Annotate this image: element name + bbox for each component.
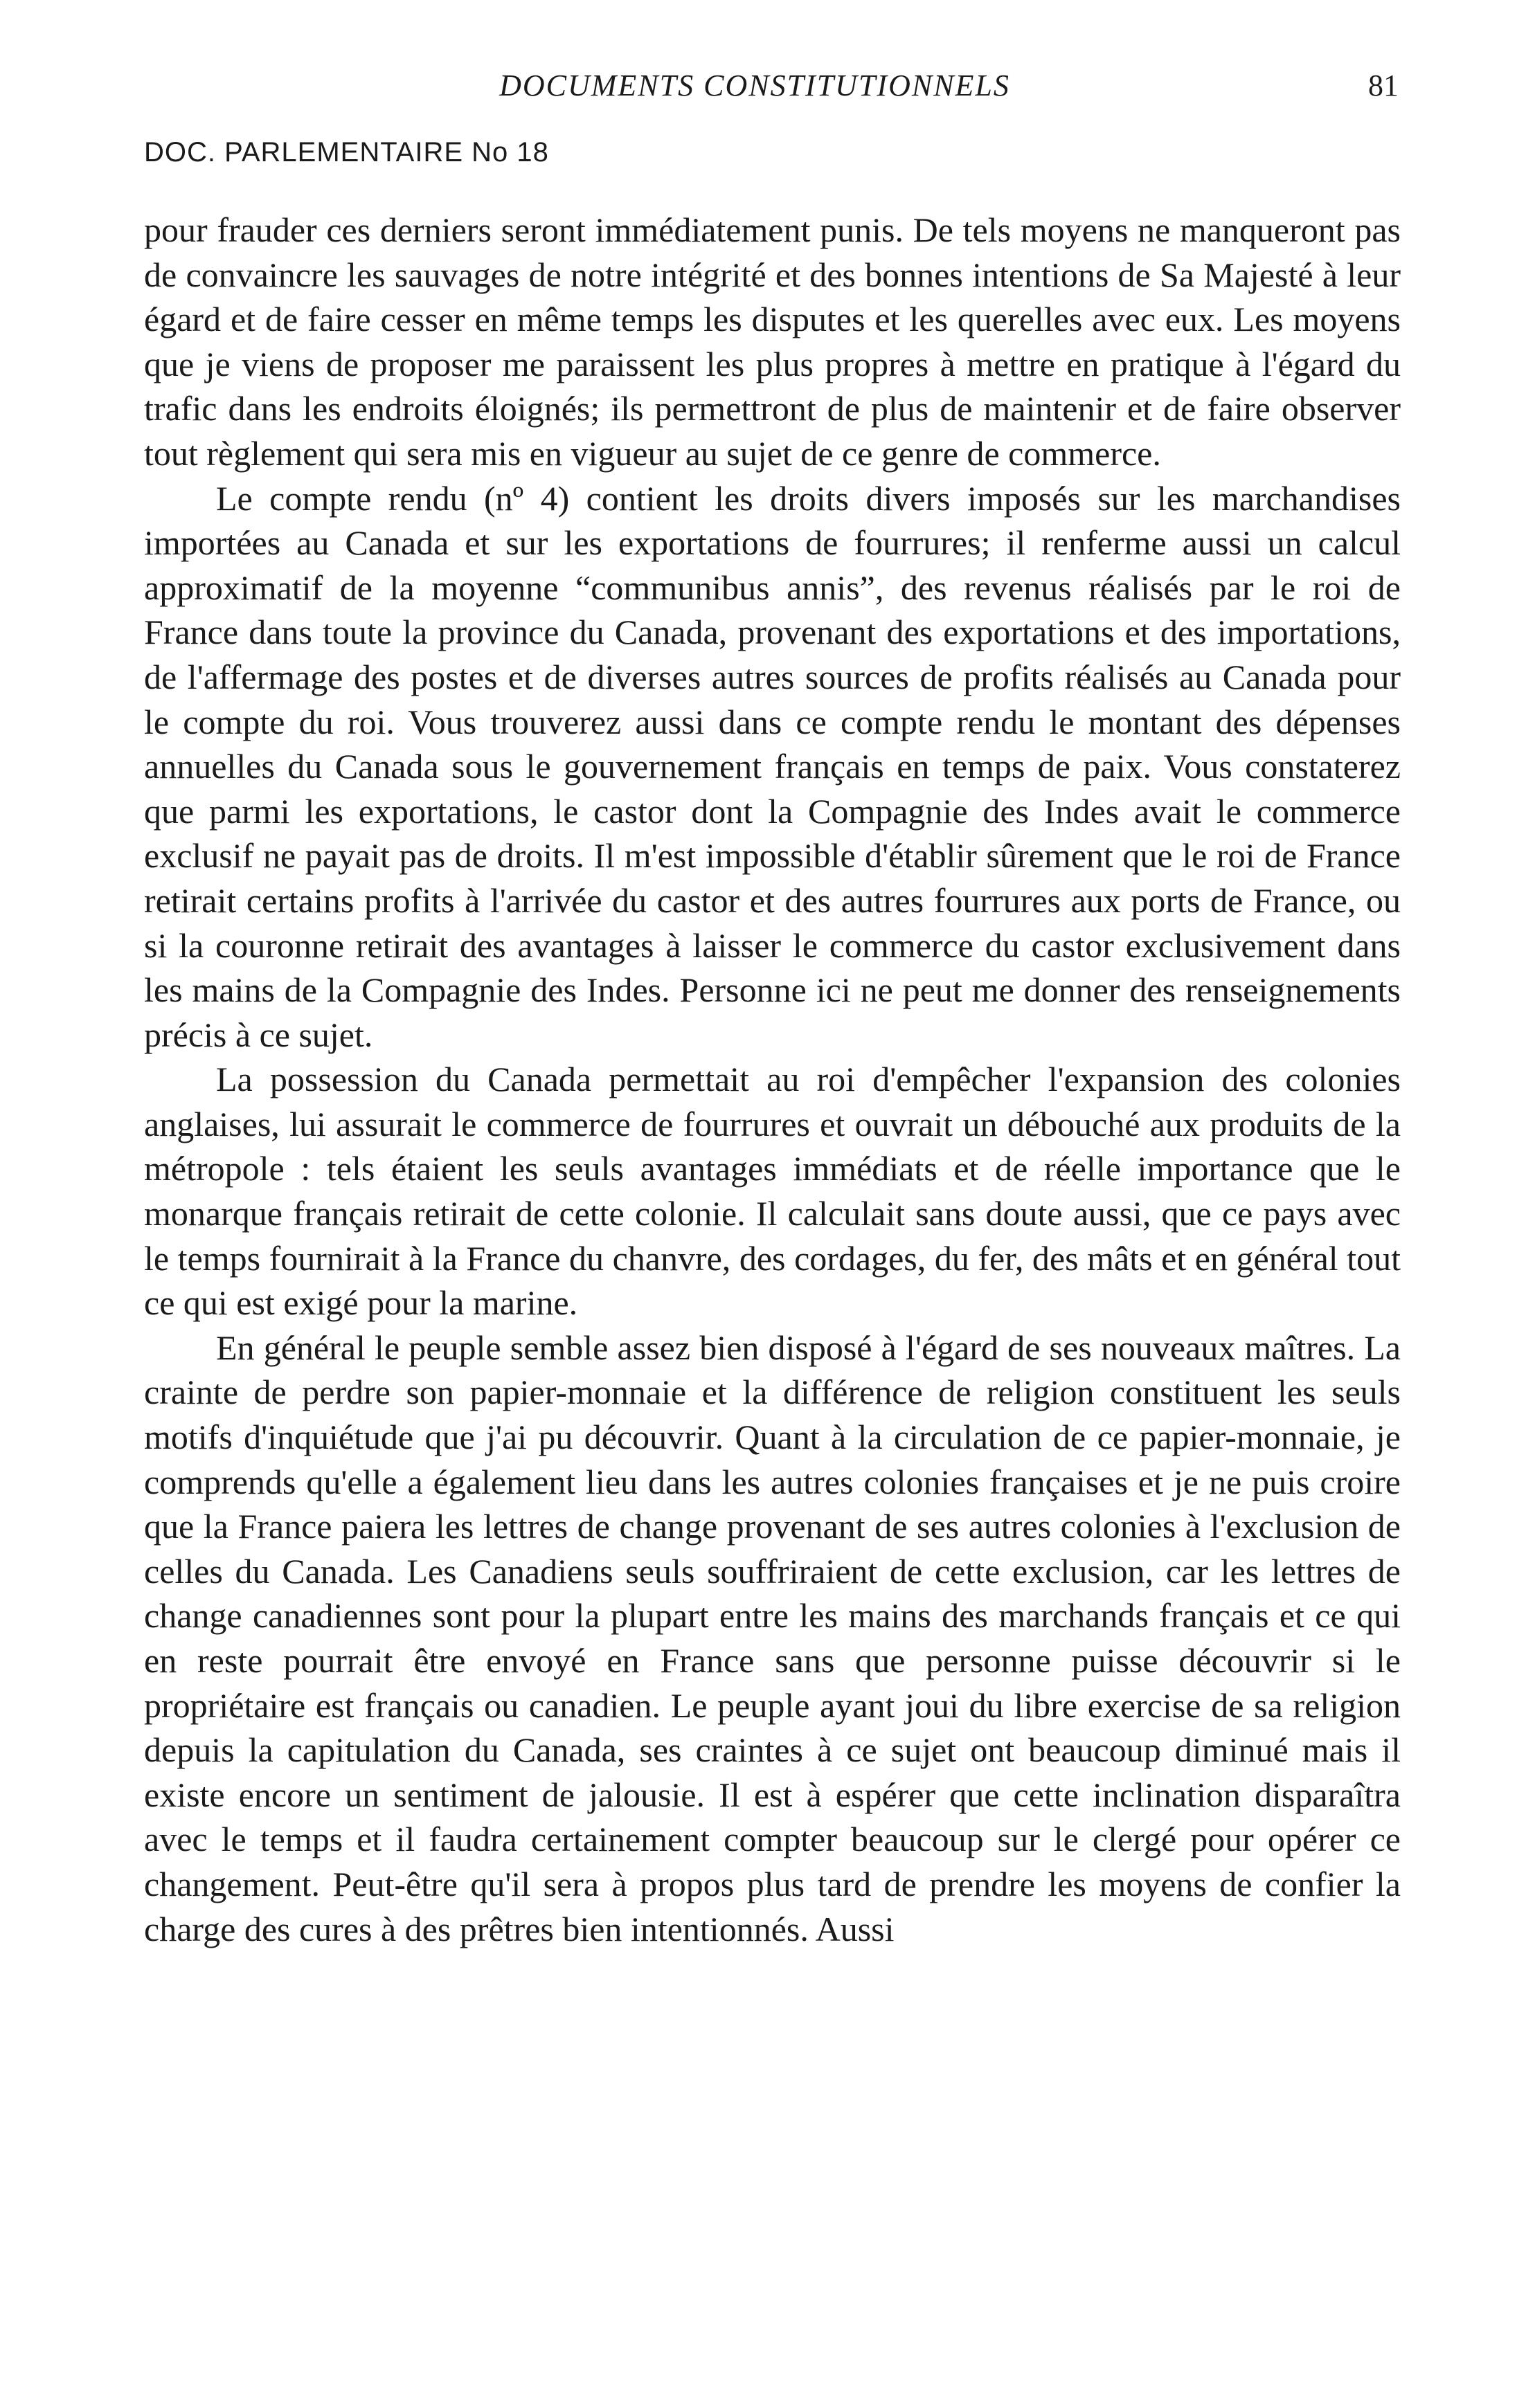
page-number: 81 <box>1368 69 1399 102</box>
paragraph-compte-rendu: Le compte rendu (nº 4) contient les droits divers imposés sur les marchandises importées au Canada et sur les exportations de fourrures; il renferme aussi un calcul approximatif de la moyenne “communibus annis”, des revenus réalisés par le roi de France dans toute la province du Canada, provenant des exportations et des importations, de l'affermage des postes et de diverses autres sources de profits réalisés au Canada pour le compte du roi. Vous trouverez aussi dans ce compte rendu le montant des dépenses annuelles du Canada sous le gouvernement français en temps de paix. Vous constaterez que parmi les exportations, le castor dont la Compagnie des Indes avait le commerce exclusif ne payait pas de droits. Il m'est impossible d'établir sûrement que le roi de France retirait certains profits à l'arrivée du castor et des autres fourrures aux ports de France, ou si la couronne retirait des avantages à laisser le commerce du castor exclusivement dans les mains de la Compagnie des Indes. Personne ici ne peut me donner des renseignements précis à ce sujet. <box>144 478 1401 1054</box>
running-title: DOCUMENTS CONSTITUTIONNELS <box>499 69 1010 102</box>
body-text <box>144 208 1401 1951</box>
paragraph-continuation: pour frauder ces derniers seront immédiatement punis. De tels moyens ne manqueront pas de convaincre les sauvages de notre intégrité et des bonnes intentions de Sa Majesté à leur égard et de faire cesser en même temps les disputes et les querelles avec eux. Les moyens que je viens de proposer me paraissent les plus propres à mettre en pratique à l'égard du trafic dans les endroits éloignés; ils permettront de plus de maintenir et de faire observer tout règlement qui sera mis en vigueur au sujet de ce genre de commerce. <box>144 210 1401 473</box>
document-label: DOC. PARLEMENTAIRE No 18 <box>144 137 549 168</box>
paragraph-peuple: En général le peuple semble assez bien disposé à l'égard de ses nouveaux maîtres. La crainte de perdre son papier-monnaie et la différence de religion constituent les seuls motifs d'inquiétude que j'ai pu découvrir. Quant à la circulation de ce papier-monnaie, je comprends qu'elle a également lieu dans les autres colonies françaises et je ne puis croire que la France paiera les lettres de change provenant de ses autres colonies à l'exclusion de celles du Canada. Les Canadiens seuls souffriraient de cette exclusion, car les lettres de change canadiennes sont pour la plupart entre les mains des marchands français et ce qui en reste pourrait être envoyé en France sans que personne puisse découvrir si le propriétaire est français ou canadien. Le peuple ayant joui du libre exercise de sa religion depuis la capitulation du Canada, ses craintes à ce sujet ont beaucoup diminué mais il existe encore un sentiment de jalousie. Il est à espérer que cette inclination disparaîtra avec le temps et il faudra certainement compter beaucoup sur le clergé pour opérer ce changement. Peut-être qu'il sera à propos plus tard de prendre les moyens de confier la charge des cures à des prêtres bien intentionnés. Aussi <box>144 1328 1401 1948</box>
paragraph-possession: La possession du Canada permettait au roi d'empêcher l'expansion des colonies anglaises, lui assurait le commerce de fourrures et ouvrait un débouché aux produits de la métropole : tels étaient les seuls avantages immédiats et de réelle importance que le monarque français retirait de cette colonie. Il calculait sans doute aussi, que ce pays avec le temps fournirait à la France du chanvre, des cordages, du fer, des mâts et en général tout ce qui est exigé pour la marine. <box>144 1060 1401 1323</box>
